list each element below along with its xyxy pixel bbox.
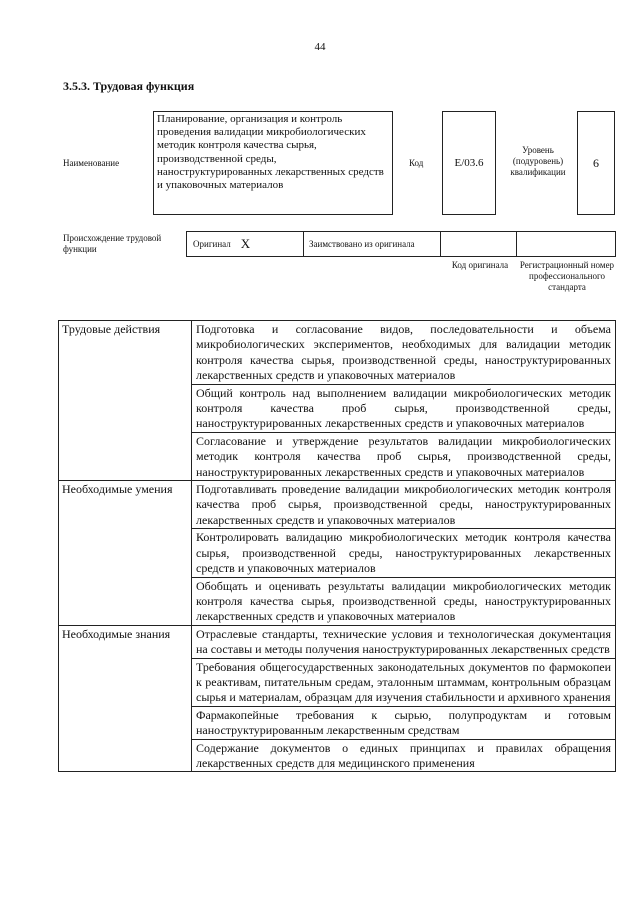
table-item: Фармакопейные требования к сырью, полупродуктам и готовым наноструктурированным лекарственным средствам <box>192 706 615 739</box>
group-label: Необходимые умения <box>59 481 192 625</box>
function-name-value: Планирование, организация и контроль проведения валидации микробиологических методик контроля качества сырья, производственной среды, наноструктурированных лекарственных средств и упаковочных материалов <box>157 113 384 192</box>
group-labor-actions <box>59 321 615 480</box>
level-value: 6 <box>593 155 599 170</box>
origin-code-caption: Код оригинала <box>451 260 509 270</box>
code-label: Код <box>409 158 424 168</box>
original-mark: X <box>240 236 251 251</box>
group-required-skills <box>59 480 615 625</box>
table-item: Подготавливать проведение валидации микробиологических методик контроля качества проб сырья, производственной среды, наноструктурированных лекарственных средств и упаковочных материалов <box>196 482 611 527</box>
code-value-box <box>442 111 496 215</box>
level-value-box <box>577 111 615 215</box>
function-name-box <box>153 111 393 215</box>
level-label: Уровень (подуровень) квалификации <box>510 145 566 177</box>
group-label: Трудовые действия <box>59 321 192 480</box>
section-title: 3.5.3. Трудовая функция <box>63 79 195 93</box>
borrowed-cell <box>304 232 441 256</box>
page-number: 44 <box>314 41 326 53</box>
name-label: Наименование <box>63 158 120 168</box>
function-content-table <box>58 320 616 772</box>
borrowed-label: Заимствовано из оригинала <box>309 239 415 249</box>
group-required-knowledge <box>59 625 615 772</box>
code-value: E/03.6 <box>454 157 484 169</box>
table-item: Контролировать валидацию микробиологических методик контроля качества сырья, производственной среды, наноструктурированных лекарственных средств и упаковочных материалов <box>192 528 615 576</box>
original-cell <box>187 232 304 256</box>
table-item: Обобщать и оценивать результаты валидации микробиологических методик контроля качества сырья, производственной среды, наноструктурированных лекарственных средств и упаковочных материалов <box>192 577 615 625</box>
group-label: Необходимые знания <box>59 626 192 772</box>
table-item: Общий контроль над выполнением валидации микробиологических методик контроля качества проб сырья, производственной среды, наноструктурированных лекарственных средств и упаковочных материалов <box>192 384 615 432</box>
reg-number-caption: Регистрационный номер профессионального стандарта <box>519 260 615 292</box>
table-item: Требования общегосударственных законодательных документов по фармокопеи к реактивам, питательным средам, эталонным штаммам, контрольным образцам сырья и материалам, образцам для изучения стабильности и архивного хранения <box>192 658 615 706</box>
origin-row <box>186 231 616 257</box>
origin-label: Происхождение трудовой функции <box>63 233 162 254</box>
table-item: Отраслевые стандарты, технические условия и технологическая документация на составы и методы получения наноструктурированных лекарственных средств <box>196 626 611 657</box>
origin-reg-cell <box>517 232 615 256</box>
origin-code-cell <box>441 232 517 256</box>
table-item: Содержание документов о единых принципах и правилах обращения лекарственных средств для медицинского применения <box>192 739 615 772</box>
table-item: Подготовка и согласование видов, последовательности и объема микробиологических экспериментов, необходимых для валидации методик контроля качества сырья, производственной среды, наноструктурированных лекарственных средств и упаковочных материалов <box>196 322 611 383</box>
table-item: Согласование и утверждение результатов валидации микробиологических методик контроля качества проб сырья, производственной среды, наноструктурированных лекарственных средств и упаковочных материалов <box>192 432 615 480</box>
original-label: Оригинал <box>193 239 231 249</box>
